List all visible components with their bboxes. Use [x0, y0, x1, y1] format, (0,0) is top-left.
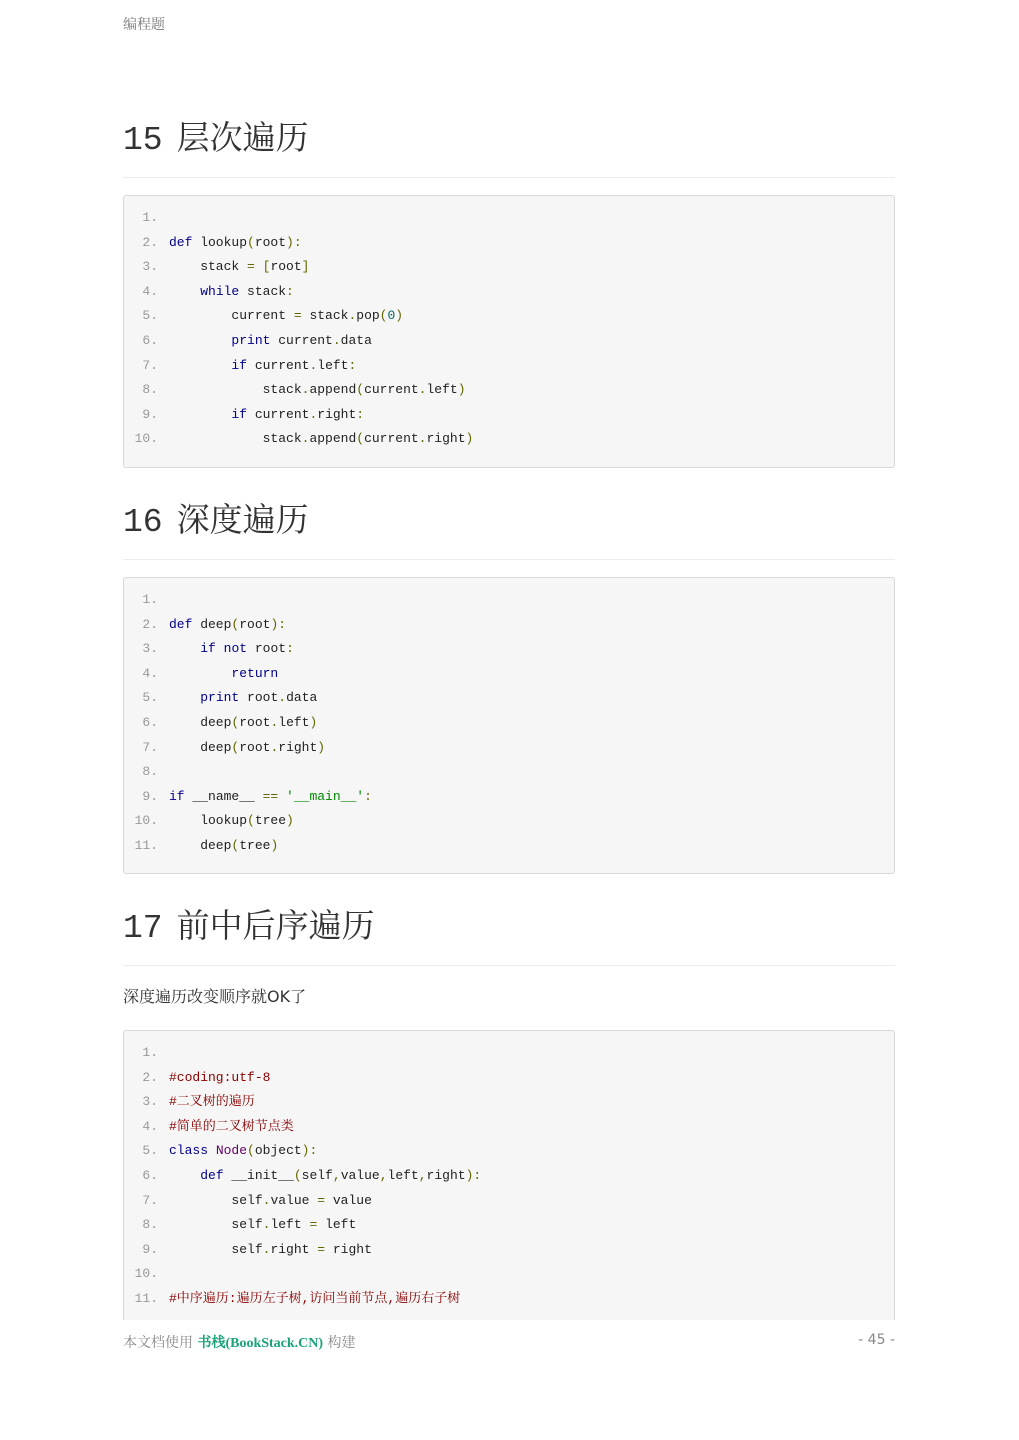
code-text: print root.data — [200, 690, 318, 706]
line-number: 9. — [142, 788, 158, 804]
code-line — [124, 1066, 894, 1091]
code-line — [124, 206, 894, 231]
code-line — [124, 1213, 894, 1238]
code-text: deep(root.left) — [169, 714, 318, 730]
code-line — [124, 304, 894, 329]
code-line — [124, 1115, 894, 1140]
line-number: 8. — [142, 764, 158, 780]
line-number: 11. — [134, 1290, 158, 1306]
line-number: 5. — [142, 690, 158, 706]
section-number: 15 — [123, 122, 163, 159]
code-text: if current.left: — [231, 357, 357, 373]
code-line — [124, 760, 894, 785]
code-line — [124, 588, 894, 613]
code-block-node-class — [123, 1030, 895, 1320]
bookstack-link[interactable]: 书栈(BookStack.CN) — [197, 1336, 324, 1351]
code-text: if __name__ == '__main__': — [169, 788, 372, 804]
code-text: def __init__(self,value,left,right): — [200, 1167, 482, 1183]
line-number: 7. — [142, 739, 158, 755]
body-paragraph: 深度遍历改变顺序就OK了 — [123, 987, 307, 1006]
code-line — [124, 662, 894, 687]
code-text: #中序遍历:遍历左子树,访问当前节点,遍历右子树 — [169, 1290, 461, 1306]
section-title-text: 深度遍历 — [176, 500, 309, 539]
code-line — [124, 1287, 894, 1312]
footer-credit — [123, 1332, 356, 1352]
code-line — [124, 280, 894, 305]
section-number: 16 — [123, 504, 163, 541]
code-text: deep(tree) — [169, 837, 279, 853]
section-title-15 — [123, 116, 895, 178]
line-number: 9. — [142, 406, 158, 422]
code-text: current = stack.pop(0) — [169, 308, 404, 324]
code-text: return — [231, 665, 279, 681]
code-text: print current.data — [231, 332, 372, 348]
line-number: 1. — [142, 592, 158, 607]
line-number: 1. — [142, 210, 158, 225]
line-number: 4. — [142, 1118, 158, 1134]
code-text: self.value = value — [169, 1192, 372, 1208]
code-text: class Node(object): — [169, 1143, 318, 1159]
line-number: 8. — [142, 382, 158, 398]
code-text: #coding:utf-8 — [169, 1069, 271, 1085]
code-line — [124, 834, 894, 859]
code-text: #二叉树的遍历 — [169, 1094, 255, 1110]
section-number: 17 — [123, 910, 163, 947]
code-line — [124, 1139, 894, 1164]
line-number: 2. — [142, 616, 158, 632]
line-number: 9. — [142, 1241, 158, 1257]
line-number: 8. — [142, 1217, 158, 1233]
section-title-text: 层次遍历 — [176, 118, 309, 157]
code-text: deep(root.right) — [169, 739, 326, 755]
code-line — [124, 255, 894, 280]
footer-prefix: 本文档使用 — [123, 1335, 193, 1351]
line-number: 3. — [142, 259, 158, 275]
code-line — [124, 1189, 894, 1214]
section-title-17 — [123, 904, 895, 966]
code-line — [124, 1262, 894, 1287]
page-footer — [123, 1332, 895, 1352]
line-number: 2. — [142, 234, 158, 250]
line-number: 7. — [142, 357, 158, 373]
header-breadcrumb: 编程题 — [123, 17, 165, 33]
code-text: #简单的二叉树节点类 — [169, 1118, 294, 1134]
code-line — [124, 1090, 894, 1115]
line-number: 3. — [142, 641, 158, 657]
line-number: 10. — [134, 1266, 158, 1282]
line-number: 3. — [142, 1094, 158, 1110]
code-line — [124, 231, 894, 256]
code-text: self.right = right — [169, 1241, 372, 1257]
code-line — [124, 427, 894, 452]
code-line — [124, 378, 894, 403]
code-line — [124, 637, 894, 662]
line-number: 6. — [142, 714, 158, 730]
line-number: 5. — [142, 1143, 158, 1159]
code-block-lookup — [123, 195, 895, 468]
code-text: stack.append(current.left) — [169, 382, 466, 398]
line-number: 4. — [142, 283, 158, 299]
code-text: lookup(tree) — [169, 813, 294, 829]
line-number: 6. — [142, 1167, 158, 1183]
line-number: 1. — [142, 1045, 158, 1060]
code-line — [124, 1238, 894, 1263]
code-line — [124, 1041, 894, 1066]
line-number: 4. — [142, 665, 158, 681]
code-line — [124, 686, 894, 711]
code-line — [124, 613, 894, 638]
code-text: def deep(root): — [169, 616, 287, 632]
code-line — [124, 736, 894, 761]
line-number: 5. — [142, 308, 158, 324]
code-text: def lookup(root): — [169, 234, 302, 250]
code-line — [124, 354, 894, 379]
code-text: if current.right: — [231, 406, 365, 422]
section-title-text: 前中后序遍历 — [176, 906, 375, 945]
code-text: self.left = left — [169, 1217, 357, 1233]
code-line — [124, 1164, 894, 1189]
page-number: - 45 - — [858, 1332, 895, 1348]
section-title-16 — [123, 498, 895, 560]
code-line — [124, 785, 894, 810]
line-number: 11. — [134, 837, 158, 853]
code-text: stack.append(current.right) — [169, 431, 474, 447]
code-line — [124, 711, 894, 736]
code-text: while stack: — [200, 283, 294, 299]
footer-suffix: 构建 — [327, 1335, 356, 1351]
line-number: 2. — [142, 1069, 158, 1085]
code-line — [124, 329, 894, 354]
line-number: 7. — [142, 1192, 158, 1208]
code-text: if not root: — [200, 641, 294, 657]
code-block-deep — [123, 577, 895, 874]
code-line — [124, 403, 894, 428]
line-number: 6. — [142, 332, 158, 348]
code-text: stack = [root] — [169, 259, 310, 275]
line-number: 10. — [134, 431, 158, 447]
line-number: 10. — [134, 813, 158, 829]
code-line — [124, 809, 894, 834]
